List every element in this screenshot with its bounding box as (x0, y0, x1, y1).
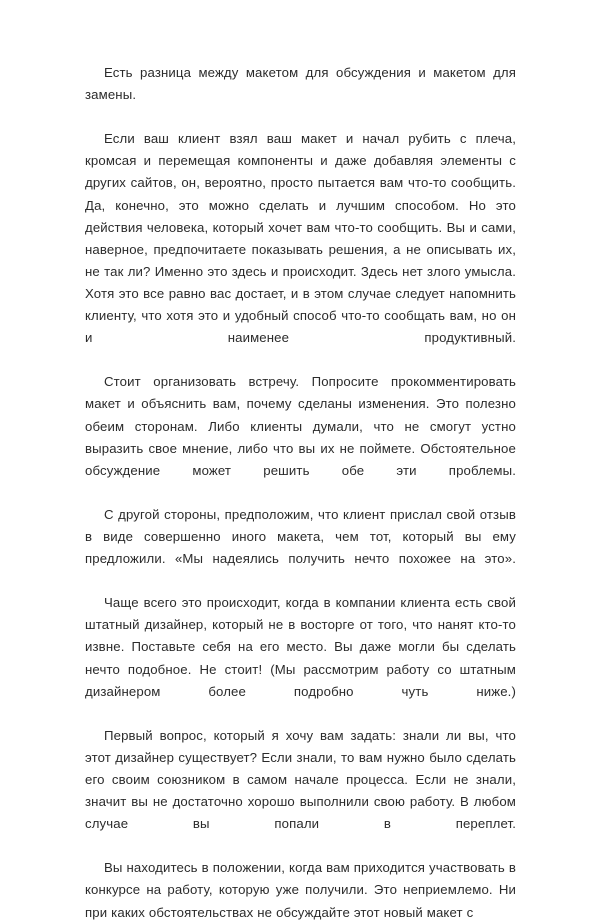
paragraph: Стоит организовать встречу. Попросите прокомментировать макет и объяснить вам, почему сделаны изменения. Это полезно обеим сторонам. Либо клиенты думали, что не смогут устно выразить свое мнение, либо что вы их не поймете. Обстоятельное обсуждение может решить обе эти проблемы. (85, 374, 516, 478)
paragraph: Вы находитесь в положении, когда вам приходится участвовать в конкурсе на работу, которую уже получили. Это неприемлемо. Ни при каких обстоятельствах не обсуждайте этот новый макет с (85, 860, 516, 920)
body-text-column (85, 62, 516, 924)
paragraph: Чаще всего это происходит, когда в компании клиента есть свой штатный дизайнер, который не в восторге от того, что нанят кто-то извне. Поставьте себя на его место. Вы даже могли бы сделать нечто подобное. Не стоит! (Мы рассмотрим работу со штатным дизайнером более подробно чуть ниже.) (85, 595, 516, 699)
paragraph: Если ваш клиент взял ваш макет и начал рубить с плеча, кромсая и перемещая компоненты и даже добавляя элементы с других сайтов, он, вероятно, просто пытается вам что-то сообщить. Да, конечно, это можно сделать и лучшим способом. Но это действия человека, который хочет вам что-то сообщить. Вы и сами, наверное, предпочитаете показывать решения, а не описывать их, не так ли? Именно это здесь и происходит. Здесь нет злого умысла. Хотя это все равно вас достает, и в этом случае следует напомнить клиенту, что хотя это и удобный способ что-то сообщать вам, но он и наименее продуктивный. (85, 131, 516, 346)
paragraph: С другой стороны, предположим, что клиент прислал свой отзыв в виде совершенно иного макета, чем тот, который вы ему предложили. «Мы надеялись получить нечто похожее на это». (85, 506, 516, 567)
paragraph: Первый вопрос, который я хочу вам задать: знали ли вы, что этот дизайнер существует? Если знали, то вам нужно было сделать его своим союзником в самом начале процесса. Если не знали, значит вы не достаточно хорошо выполнили свою работу. В любом случае вы попали в переплет. (85, 727, 516, 832)
paragraph: Есть разница между макетом для обсуждения и макетом для замены. (85, 65, 516, 103)
